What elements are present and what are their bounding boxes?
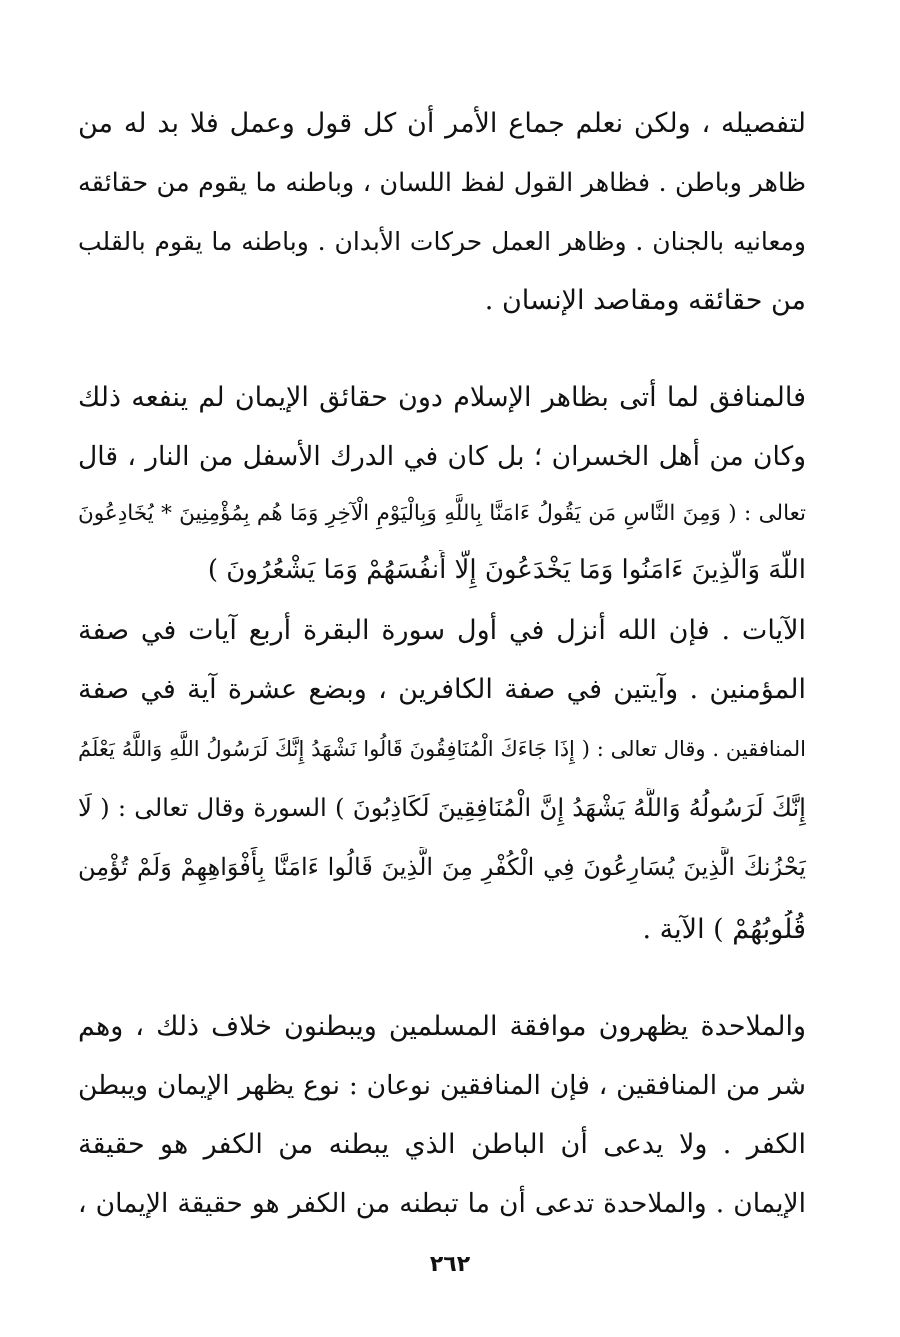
text-line: ظاهر وباطن . فظاهر القول لفظ اللسان ، وباطنه ما يقوم من حقائقه [78, 168, 806, 198]
text-line: فالمنافق لما أتى بظاهر الإسلام دون حقائق الإيمان لم ينفعه ذلك [78, 382, 806, 413]
text-line: المؤمنين . وآيتين في صفة الكافرين ، وبضع عشرة آية في صفة [78, 674, 806, 705]
quran-verse-line: يَحْزُنكَ الَّذِينَ يُسَارِعُونَ فِي الْكُفْرِ مِنَ الَّذِينَ قَالُوا ءَامَنَّا بِأَفْوَاهِهِمْ وَلَمْ تُؤْمِن [78, 853, 806, 881]
quran-verse-line: المنافقين . وقال تعالى : ( إِذَا جَاءَكَ الْمُنَافِقُونَ قَالُوا نَشْهَدُ إِنَّكَ لَرَسُولُ اللَّهِ وَاللَّهُ يَعْلَمُ [78, 737, 806, 761]
text-line: قُلُوبُهُمْ ) الآية . [642, 914, 806, 945]
text-line: الإيمان . والملاحدة تدعى أن ما تبطنه من الكفر هو حقيقة الإيمان ، [78, 1188, 806, 1219]
page-number: ٢٦٢ [429, 1252, 471, 1277]
text-line: من حقائقه ومقاصد الإنسان . [484, 285, 806, 316]
text-line: ومعانيه بالجنان . وظاهر العمل حركات الأبدان . وباطنه ما يقوم بالقلب [78, 227, 806, 256]
text-line: وكان من أهل الخسران ؛ بل كان في الدرك الأسفل من النار ، قال [78, 441, 806, 472]
quran-verse-line: إِنَّكَ لَرَسُولُهُ وَاللَّهُ يَشْهَدُ إِنَّ الْمُنَافِقِينَ لَكَاذِبُونَ ) السورة وقال تعالى : ( لَا [78, 793, 806, 822]
text-line: لتفصيله ، ولكن نعلم جماع الأمر أن كل قول وعمل فلا بد له من [78, 108, 806, 139]
text-line: شر من المنافقين ، فإن المنافقين نوعان : نوع يظهر الإيمان ويبطن [78, 1070, 806, 1101]
quran-verse-line: اللَّهَ وَالَّذِينَ ءَامَنُوا وَمَا يَخْدَعُونَ إِلَّا أَنفُسَهُمْ وَمَا يَشْعُرُونَ ) [207, 555, 806, 585]
text-line: والملاحدة يظهرون موافقة المسلمين ويبطنون خلاف ذلك ، وهم [78, 1011, 806, 1042]
quran-verse-line: تعالى : ( وَمِنَ النَّاسِ مَن يَقُولُ ءَامَنَّا بِاللَّهِ وَبِالْيَوْمِ الْآخِرِ وَمَا هُم بِمُؤْمِنِينَ * يُخَادِعُونَ [78, 501, 806, 526]
text-line: الآيات . فإن الله أنزل في أول سورة البقرة أربع آيات في صفة [78, 615, 806, 646]
text-line: الكفر . ولا يدعى أن الباطن الذي يبطنه من الكفر هو حقيقة [78, 1129, 806, 1160]
